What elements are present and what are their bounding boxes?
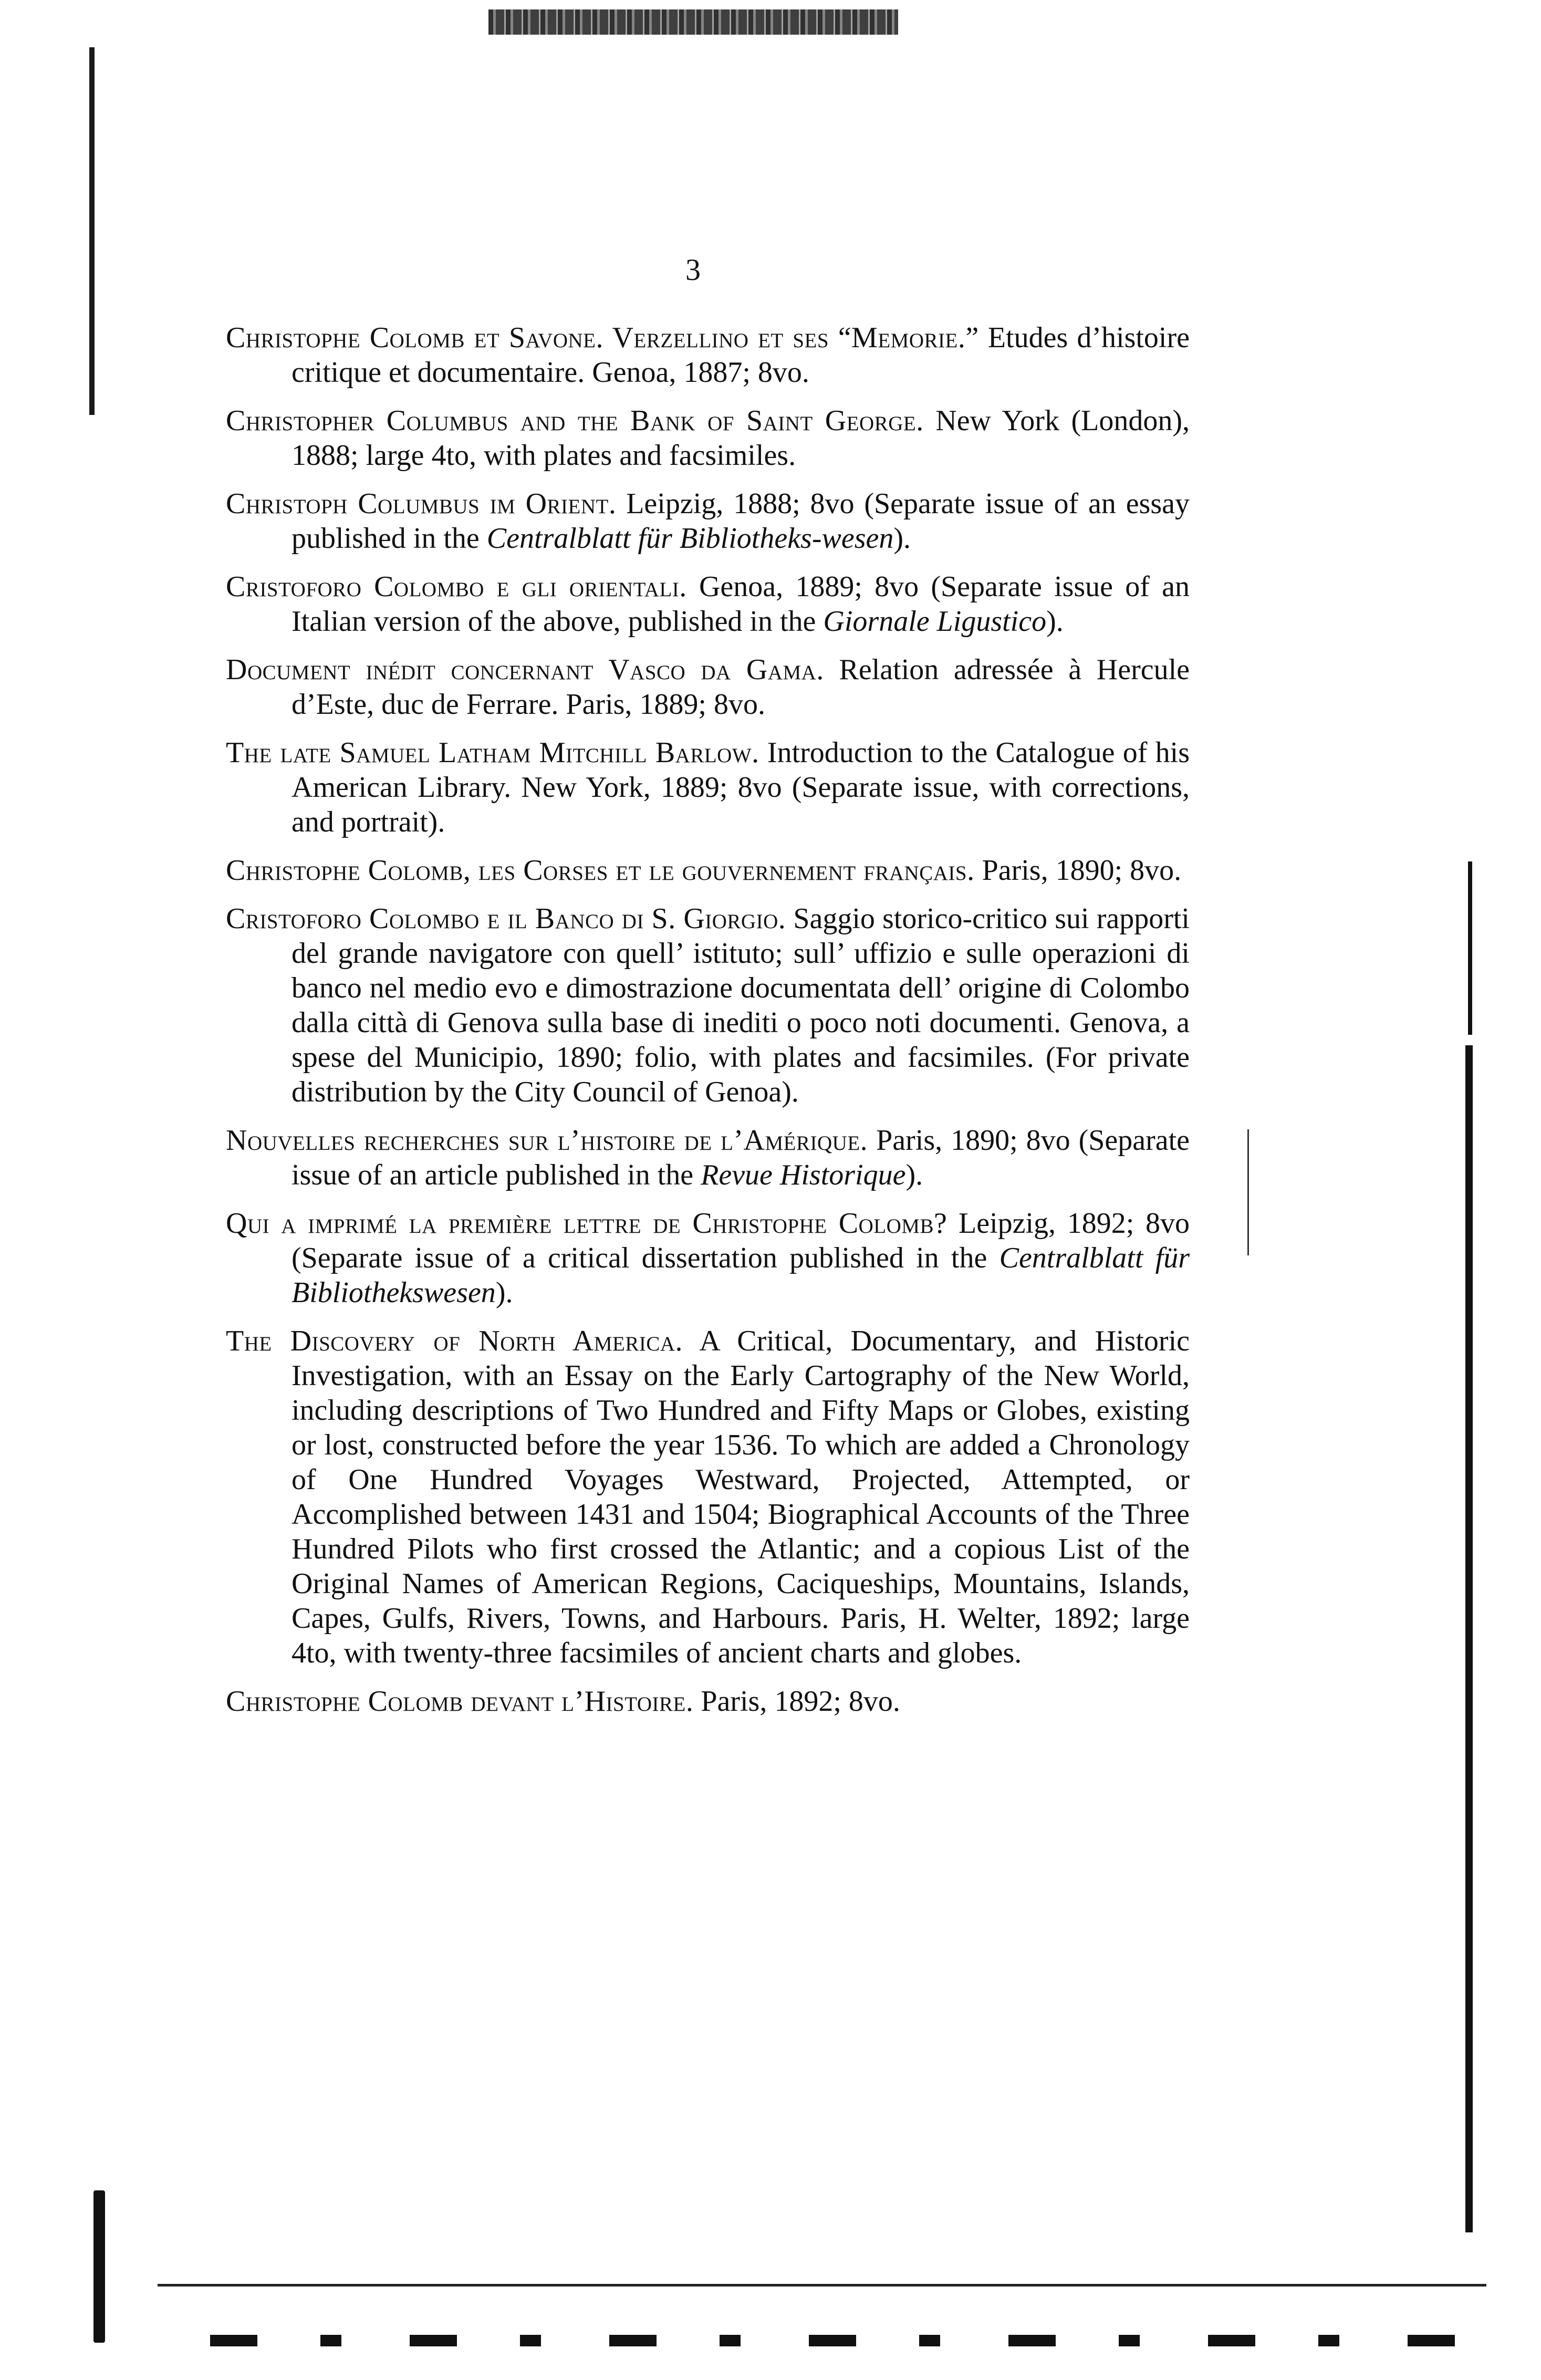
entry-title: Qui a imprimé la première lettre de Christophe Colomb?	[226, 1207, 947, 1240]
entry-text-end: ).	[893, 522, 911, 555]
entry-title: Christopher Columbus and the Bank of Saint George.	[226, 404, 924, 437]
entry-text: Paris, 1890; 8vo (Separate issue of an article published in the	[291, 1124, 1190, 1191]
scan-artifact-left-bottom	[93, 2190, 105, 2343]
bibliography-entry	[226, 569, 1190, 639]
entry-text-end: ).	[905, 1159, 923, 1191]
entry-text: Genoa, 1889; 8vo (Separate issue of an Italian version of the above, published in the	[291, 570, 1190, 638]
entry-title: Christophe Colomb et Savone. Verzellino et ses “Memorie.”	[226, 321, 979, 354]
entry-text: Paris, 1892; 8vo.	[693, 1685, 900, 1718]
page-number: 3	[685, 253, 701, 287]
bibliography-entry	[226, 853, 1190, 888]
bibliography-list	[226, 320, 1190, 1732]
entry-italic-title: Revue Historique	[701, 1159, 906, 1191]
entry-text: New York (London), 1888; large 4to, with plates and facsimiles.	[291, 404, 1190, 472]
scan-artifact-right-line	[1247, 1129, 1249, 1255]
entry-text: Paris, 1890; 8vo.	[974, 854, 1182, 887]
entry-title: The late Samuel Latham Mitchill Barlow.	[226, 736, 759, 769]
scan-artifact-left-edge	[89, 47, 95, 415]
entry-text-end: ).	[495, 1276, 513, 1309]
entry-text: A Critical, Documentary, and Historic Investigation, with an Essay on the Early Cartography of the New World, including descriptions of Two Hundred and Fifty Maps or Globes, existing or lost, constructed before the year 1536. To which are added a Chronology of One Hundred Voyages Westward, Projected, Attempted, or Accomplished between 1431 and 1504; Biographical Accounts of the Three Hundred Pilots who first crossed the Atlantic; and a copious List of the Original Names of American Regions, Caciqueships, Mountains, Islands, Capes, Gulfs, Rivers, Towns, and Harbours. Paris, H. Welter, 1892; large 4to, with twenty-three facsimiles of ancient charts and globes.	[291, 1325, 1190, 1669]
bibliography-entry	[226, 320, 1190, 390]
bibliography-entry	[226, 735, 1190, 839]
entry-text-end: ).	[1046, 605, 1064, 638]
entry-title: Nouvelles recherches sur l’histoire de l’Amérique.	[226, 1124, 868, 1157]
bibliography-entry	[226, 652, 1190, 722]
entry-text: Introduction to the Catalogue of his American Library. New York, 1889; 8vo (Separate issue, with corrections, and portrait).	[291, 736, 1190, 838]
entry-text: Leipzig, 1892; 8vo (Separate issue of a critical dissertation published in the	[291, 1207, 1190, 1274]
bibliography-entry	[226, 1206, 1190, 1310]
entry-text: Etudes d’histoire critique et documentaire. Genoa, 1887; 8vo.	[291, 321, 1190, 389]
bibliography-entry	[226, 1684, 1190, 1719]
entry-text: Saggio storico-critico sui rapporti del grande navigatore con quell’ istituto; sull’ uffizio e sulle operazioni di banco nel medio evo e dimostrazione documentata dell’ origine di Colombo dalla città di Genova sulla base di inediti o poco noti documenti. Genova, a spese del Municipio, 1890; folio, with plates and facsimiles. (For private distribution by the City Council of Genoa).	[291, 902, 1190, 1108]
scan-artifact-bottom-dashes	[210, 2335, 1481, 2346]
bibliography-entry	[226, 403, 1190, 473]
bibliography-entry	[226, 1324, 1190, 1670]
entry-title: Christoph Columbus im Orient.	[226, 487, 617, 520]
entry-title: Document inédit concernant Vasco da Gama.	[226, 653, 824, 686]
entry-title: The Discovery of North America.	[226, 1325, 683, 1357]
bibliography-entry	[226, 486, 1190, 556]
entry-title: Christophe Colomb, les Corses et le gouvernement français.	[226, 854, 975, 887]
scan-artifact-bottom-rule	[158, 2284, 1486, 2287]
scan-artifact-top	[488, 9, 898, 35]
entry-italic-title: Giornale Ligustico	[823, 605, 1047, 638]
bibliography-entry	[226, 901, 1190, 1109]
entry-italic-title: Centralblatt für Bibliothekswesen	[291, 1242, 1190, 1309]
entry-title: Cristoforo Colombo e gli orientali.	[226, 570, 687, 603]
entry-text: Leipzig, 1888; 8vo (Separate issue of an essay published in the	[291, 487, 1190, 555]
scan-artifact-right-bar	[1468, 861, 1472, 1035]
scan-artifact-right-bar	[1465, 1045, 1473, 2232]
entry-title: Christophe Colomb devant l’Histoire.	[226, 1685, 694, 1718]
entry-italic-title: Centralblatt für Bibliotheks-wesen	[486, 522, 894, 555]
entry-title: Cristoforo Colombo e il Banco di S. Giorgio.	[226, 902, 786, 935]
entry-text: Relation adressée à Hercule d’Este, duc de Ferrare. Paris, 1889; 8vo.	[291, 653, 1190, 721]
bibliography-entry	[226, 1123, 1190, 1192]
